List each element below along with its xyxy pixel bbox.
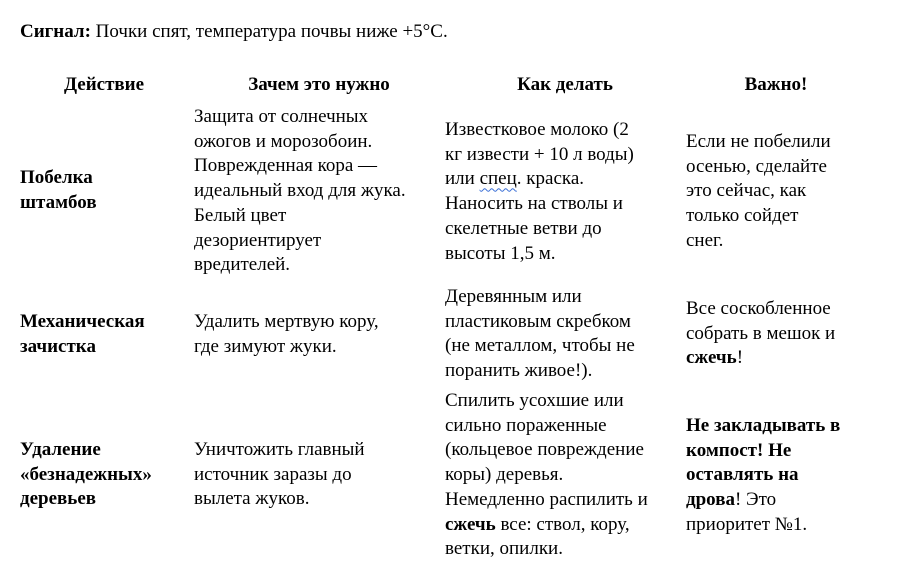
row-1-how-line: Известковое молоко (2 xyxy=(445,119,629,140)
row-3-important-bold: дрова xyxy=(686,489,735,511)
row-2-important-line: собрать в мешок и xyxy=(686,322,836,344)
row-3-how-line: Немедленно распилить и xyxy=(445,488,648,510)
row-3-why-line: вылета жуков. xyxy=(194,488,310,510)
row-1-how-line xyxy=(445,167,685,192)
row-1-important-line: это сейчас, как xyxy=(686,180,807,202)
row-2-important xyxy=(686,297,896,371)
row-1-why xyxy=(194,105,444,278)
row-3-important-text: ! Это xyxy=(734,489,777,511)
row-3-action xyxy=(20,438,188,512)
row-2-how xyxy=(445,285,685,384)
row-1-why-line: Защита от солнечных xyxy=(194,106,369,127)
row-1-important-line: Если не побелили xyxy=(686,131,831,152)
row-2-action xyxy=(20,310,188,359)
row-1-why-line: дезориентирует xyxy=(194,229,322,251)
row-1-how-text: или xyxy=(445,168,480,190)
row-1-action xyxy=(20,166,188,215)
row-3-important-line: приоритет №1. xyxy=(686,513,808,535)
row-2-action-line: Механическая xyxy=(20,311,145,332)
row-3-how-bold: сжечь xyxy=(445,513,496,535)
row-2-how-line: поранить живое!). xyxy=(445,360,593,382)
row-1-how-line: Наносить на стволы и xyxy=(445,193,623,215)
row-1-how-line: скелетные ветви до xyxy=(445,217,602,239)
row-1-how-line: высоты 1,5 м. xyxy=(445,242,556,264)
row-1-how-line: кг извести + 10 л воды) xyxy=(445,143,634,165)
row-2-how-line: пластиковым скребком xyxy=(445,310,631,332)
row-3-why xyxy=(194,438,444,512)
header-how: Как делать xyxy=(517,74,613,95)
row-2-important-line: Все соскобленное xyxy=(686,298,831,319)
row-3-important-line xyxy=(686,488,896,513)
row-3-why-line: Уничтожить главный xyxy=(194,439,365,460)
row-3-action-line: «безнадежных» xyxy=(20,463,152,485)
row-2-how-line: Деревянным или xyxy=(445,286,582,307)
header-important: Важно! xyxy=(744,74,808,95)
row-1-why-line: вредителей. xyxy=(194,254,291,276)
row-2-important-text: ! xyxy=(736,347,744,369)
signal-label: Сигнал: xyxy=(20,21,91,42)
row-3-important-line: оставлять на xyxy=(686,464,799,486)
row-2-important-line xyxy=(686,346,896,371)
row-1-why-line: идеальный вход для жука. xyxy=(194,180,406,202)
row-2-how-line: (не металлом, чтобы не xyxy=(445,335,635,357)
signal-text: Почки спят, температура почвы ниже +5°С. xyxy=(90,21,448,42)
row-2-important-bold: сжечь xyxy=(686,347,737,369)
row-2-action-line: зачистка xyxy=(20,335,96,357)
row-1-important-line: снег. xyxy=(686,229,724,251)
row-1-how-text: . краска. xyxy=(516,168,585,190)
row-1-important-line: осенью, сделайте xyxy=(686,155,827,177)
row-3-action-line: Удаление xyxy=(20,439,101,460)
row-3-how-line: ветки, опилки. xyxy=(445,538,563,560)
row-1-action-line: Побелка xyxy=(20,167,93,188)
row-3-how-line: сильно пораженные xyxy=(445,414,607,436)
row-1-why-line: Поврежденная кора — xyxy=(194,155,378,177)
row-2-why-line: где зимуют жуки. xyxy=(194,335,337,357)
row-3-how-line: коры) деревья. xyxy=(445,464,564,486)
row-1-how xyxy=(445,118,685,266)
row-3-why-line: источник заразы до xyxy=(194,463,352,485)
row-1-why-line: ожогов и морозобоин. xyxy=(194,130,373,152)
row-3-how xyxy=(445,389,685,562)
row-2-why-line: Удалить мертвую кору, xyxy=(194,311,379,332)
row-3-important xyxy=(686,414,896,538)
row-3-how-text: все: ствол, кору, xyxy=(495,513,630,535)
row-2-why xyxy=(194,310,444,359)
row-1-important xyxy=(686,130,896,254)
row-3-how-line: (кольцевое повреждение xyxy=(445,439,644,461)
row-3-action-line: деревьев xyxy=(20,488,97,510)
row-1-how-spellcheck-word: спец xyxy=(479,168,517,190)
row-1-why-line: Белый цвет xyxy=(194,204,287,226)
signal-line xyxy=(20,20,448,44)
row-3-how-line: Спилить усохшие или xyxy=(445,390,624,411)
row-3-important-line: Не закладывать в xyxy=(686,415,841,436)
row-1-action-line: штамбов xyxy=(20,191,97,213)
row-1-important-line: только сойдет xyxy=(686,205,799,227)
row-3-important-line: компост! Не xyxy=(686,439,792,461)
row-3-how-line xyxy=(445,513,685,538)
header-why: Зачем это нужно xyxy=(248,74,390,95)
header-action: Действие xyxy=(63,74,145,95)
